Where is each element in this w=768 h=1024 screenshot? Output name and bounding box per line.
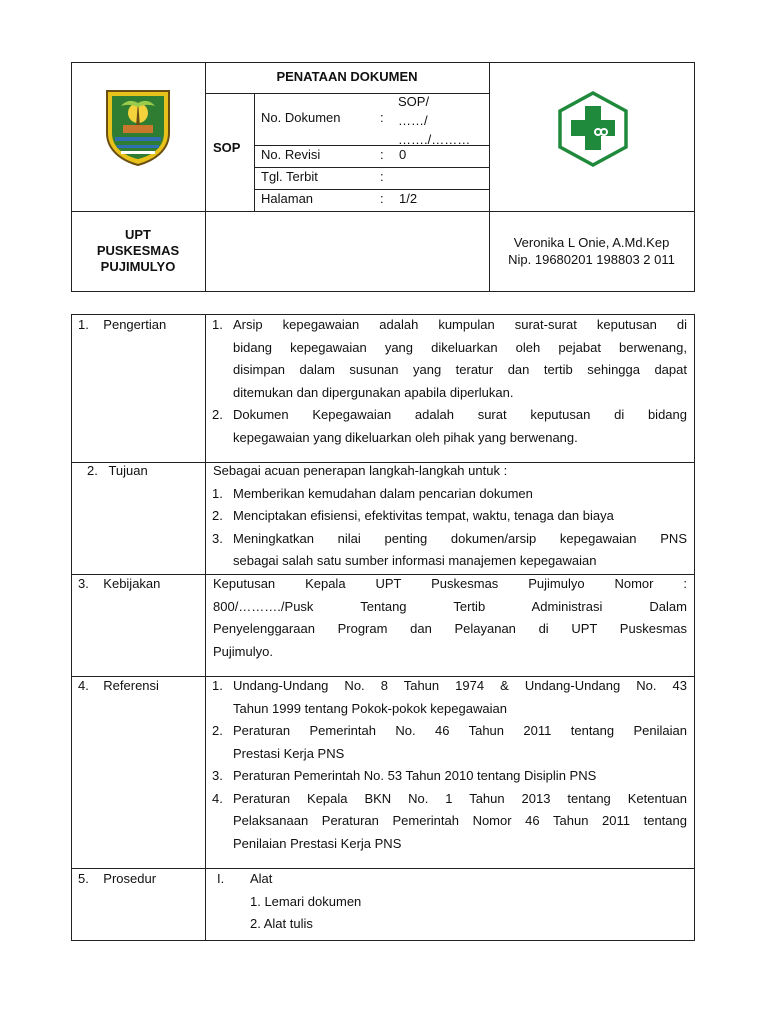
document-title: PENATAAN DOKUMEN [276, 69, 418, 84]
list-number: 3. [212, 768, 223, 783]
tujuan-item: Memberikan kemudahan dalam pencarian dokumen [233, 485, 533, 501]
list-number: 3. [212, 530, 223, 546]
list-number: 2. [212, 508, 223, 523]
referensi-item2-line: Peraturan Pemerintah No. 46 Tahun 2011 tentang Penilaian [233, 723, 687, 738]
colon: : [380, 191, 384, 206]
list-number: 1. [212, 485, 223, 501]
referensi-item3: Peraturan Pemerintah No. 53 Tahun 2010 tentang Disiplin PNS [233, 768, 597, 783]
prosedur-item: 2. Alat tulis [250, 916, 313, 931]
section-label-tujuan: 2. Tujuan [87, 463, 148, 478]
no-dokumen-label: No. Dokumen [261, 110, 341, 125]
kebijakan-line: Penyelenggaraan Program dan Pelayanan di UPT Puskesmas [213, 621, 687, 636]
tujuan-item3-line: Meningkatkan nilai penting dokumen/arsip kepegawaian PNS [233, 530, 687, 546]
list-number: 1. [212, 317, 223, 332]
kebijakan-line: Pujimulyo. [213, 643, 273, 659]
list-number: 2. [212, 723, 223, 738]
colon: : [380, 147, 384, 162]
org-line: UPT [125, 227, 151, 242]
org-line: PUSKESMAS [96, 243, 180, 258]
no-dokumen-line: SOP/ [398, 94, 430, 109]
pengertian-item2-line: Dokumen Kepegawaian adalah surat keputusan di bidang [233, 407, 687, 422]
referensi-item1-line: Tahun 1999 tentang Pokok-pokok kepegawaian [233, 700, 507, 716]
halaman-value: 1/2 [399, 191, 418, 206]
no-dokumen-line: ……./……… [398, 132, 471, 147]
kebijakan-line: Keputusan Kepala UPT Puskesmas Pujimulyo Nomor : [213, 576, 687, 591]
list-number: 2. [212, 407, 223, 422]
prosedur-item: 1. Lemari dokumen [250, 893, 362, 909]
colon: : [380, 169, 384, 184]
referensi-item4-line: Penilaian Prestasi Kerja PNS [233, 835, 402, 851]
pengertian-item1-line: disimpan dalam susunan yang teratur dan tertib sehingga dapat [233, 362, 687, 377]
signer-nip: Nip. 19680201 198803 2 011 [508, 252, 675, 267]
prosedur-roman: I. [217, 871, 225, 886]
pengertian-item1-line: Arsip kepegawaian adalah kumpulan surat-surat keputusan di [233, 317, 687, 332]
section-label-prosedur: 5. Prosedur [78, 871, 157, 886]
halaman-label: Halaman [261, 191, 314, 206]
referensi-item4-line: Peraturan Kepala BKN No. 1 Tahun 2013 tentang Ketentuan [233, 790, 687, 806]
colon: : [380, 110, 384, 125]
no-revisi-label: No. Revisi [261, 147, 321, 162]
tgl-terbit-label: Tgl. Terbit [261, 169, 318, 184]
prosedur-subtitle: Alat [250, 871, 273, 886]
no-dokumen-value [398, 92, 470, 149]
org-line: PUJIMULYO [100, 259, 176, 274]
pengertian-item1-line: bidang kepegawaian yang dikeluarkan oleh pejabat berwenang, [233, 339, 687, 355]
pengertian-item1-line: ditemukan dan dipergunakan apabila diperlukan. [233, 384, 514, 400]
kebijakan-line: 800/………./Pusk Tentang Tertib Administrasi Dalam [213, 598, 687, 614]
tujuan-item: Menciptakan efisiensi, efektivitas tempat, waktu, tenaga dan biaya [233, 508, 614, 523]
list-number: 4. [212, 790, 223, 806]
tujuan-intro: Sebagai acuan penerapan langkah-langkah untuk : [213, 463, 508, 478]
no-dokumen-line: ……/ [398, 113, 428, 128]
sop-label: SOP [213, 140, 241, 155]
tujuan-item3-line: sebagai salah satu sumber informasi manajemen kepegawaian [233, 553, 597, 568]
referensi-item1-line: Undang-Undang No. 8 Tahun 1974 & Undang-Undang No. 43 [233, 678, 687, 693]
referensi-item4-line: Pelaksanaan Peraturan Pemerintah Nomor 46 Tahun 2011 tentang [233, 813, 687, 828]
signer-block [489, 234, 694, 268]
pengertian-item2-line: kepegawaian yang dikeluarkan oleh pihak yang berwenang. [233, 429, 578, 445]
organization-name [71, 227, 205, 275]
signer-name: Veronika L Onie, A.Md.Kep [513, 235, 670, 250]
regency-emblem-icon [103, 87, 173, 167]
section-label-referensi: 4. Referensi [78, 678, 159, 693]
section-label-kebijakan: 3. Kebijakan [78, 576, 161, 591]
section-label-pengertian: 1. Pengertian [78, 317, 167, 332]
puskesmas-cross-icon [556, 90, 630, 168]
list-number: 1. [212, 678, 223, 693]
referensi-item2-line: Prestasi Kerja PNS [233, 745, 345, 761]
no-revisi-value: 0 [399, 147, 407, 162]
